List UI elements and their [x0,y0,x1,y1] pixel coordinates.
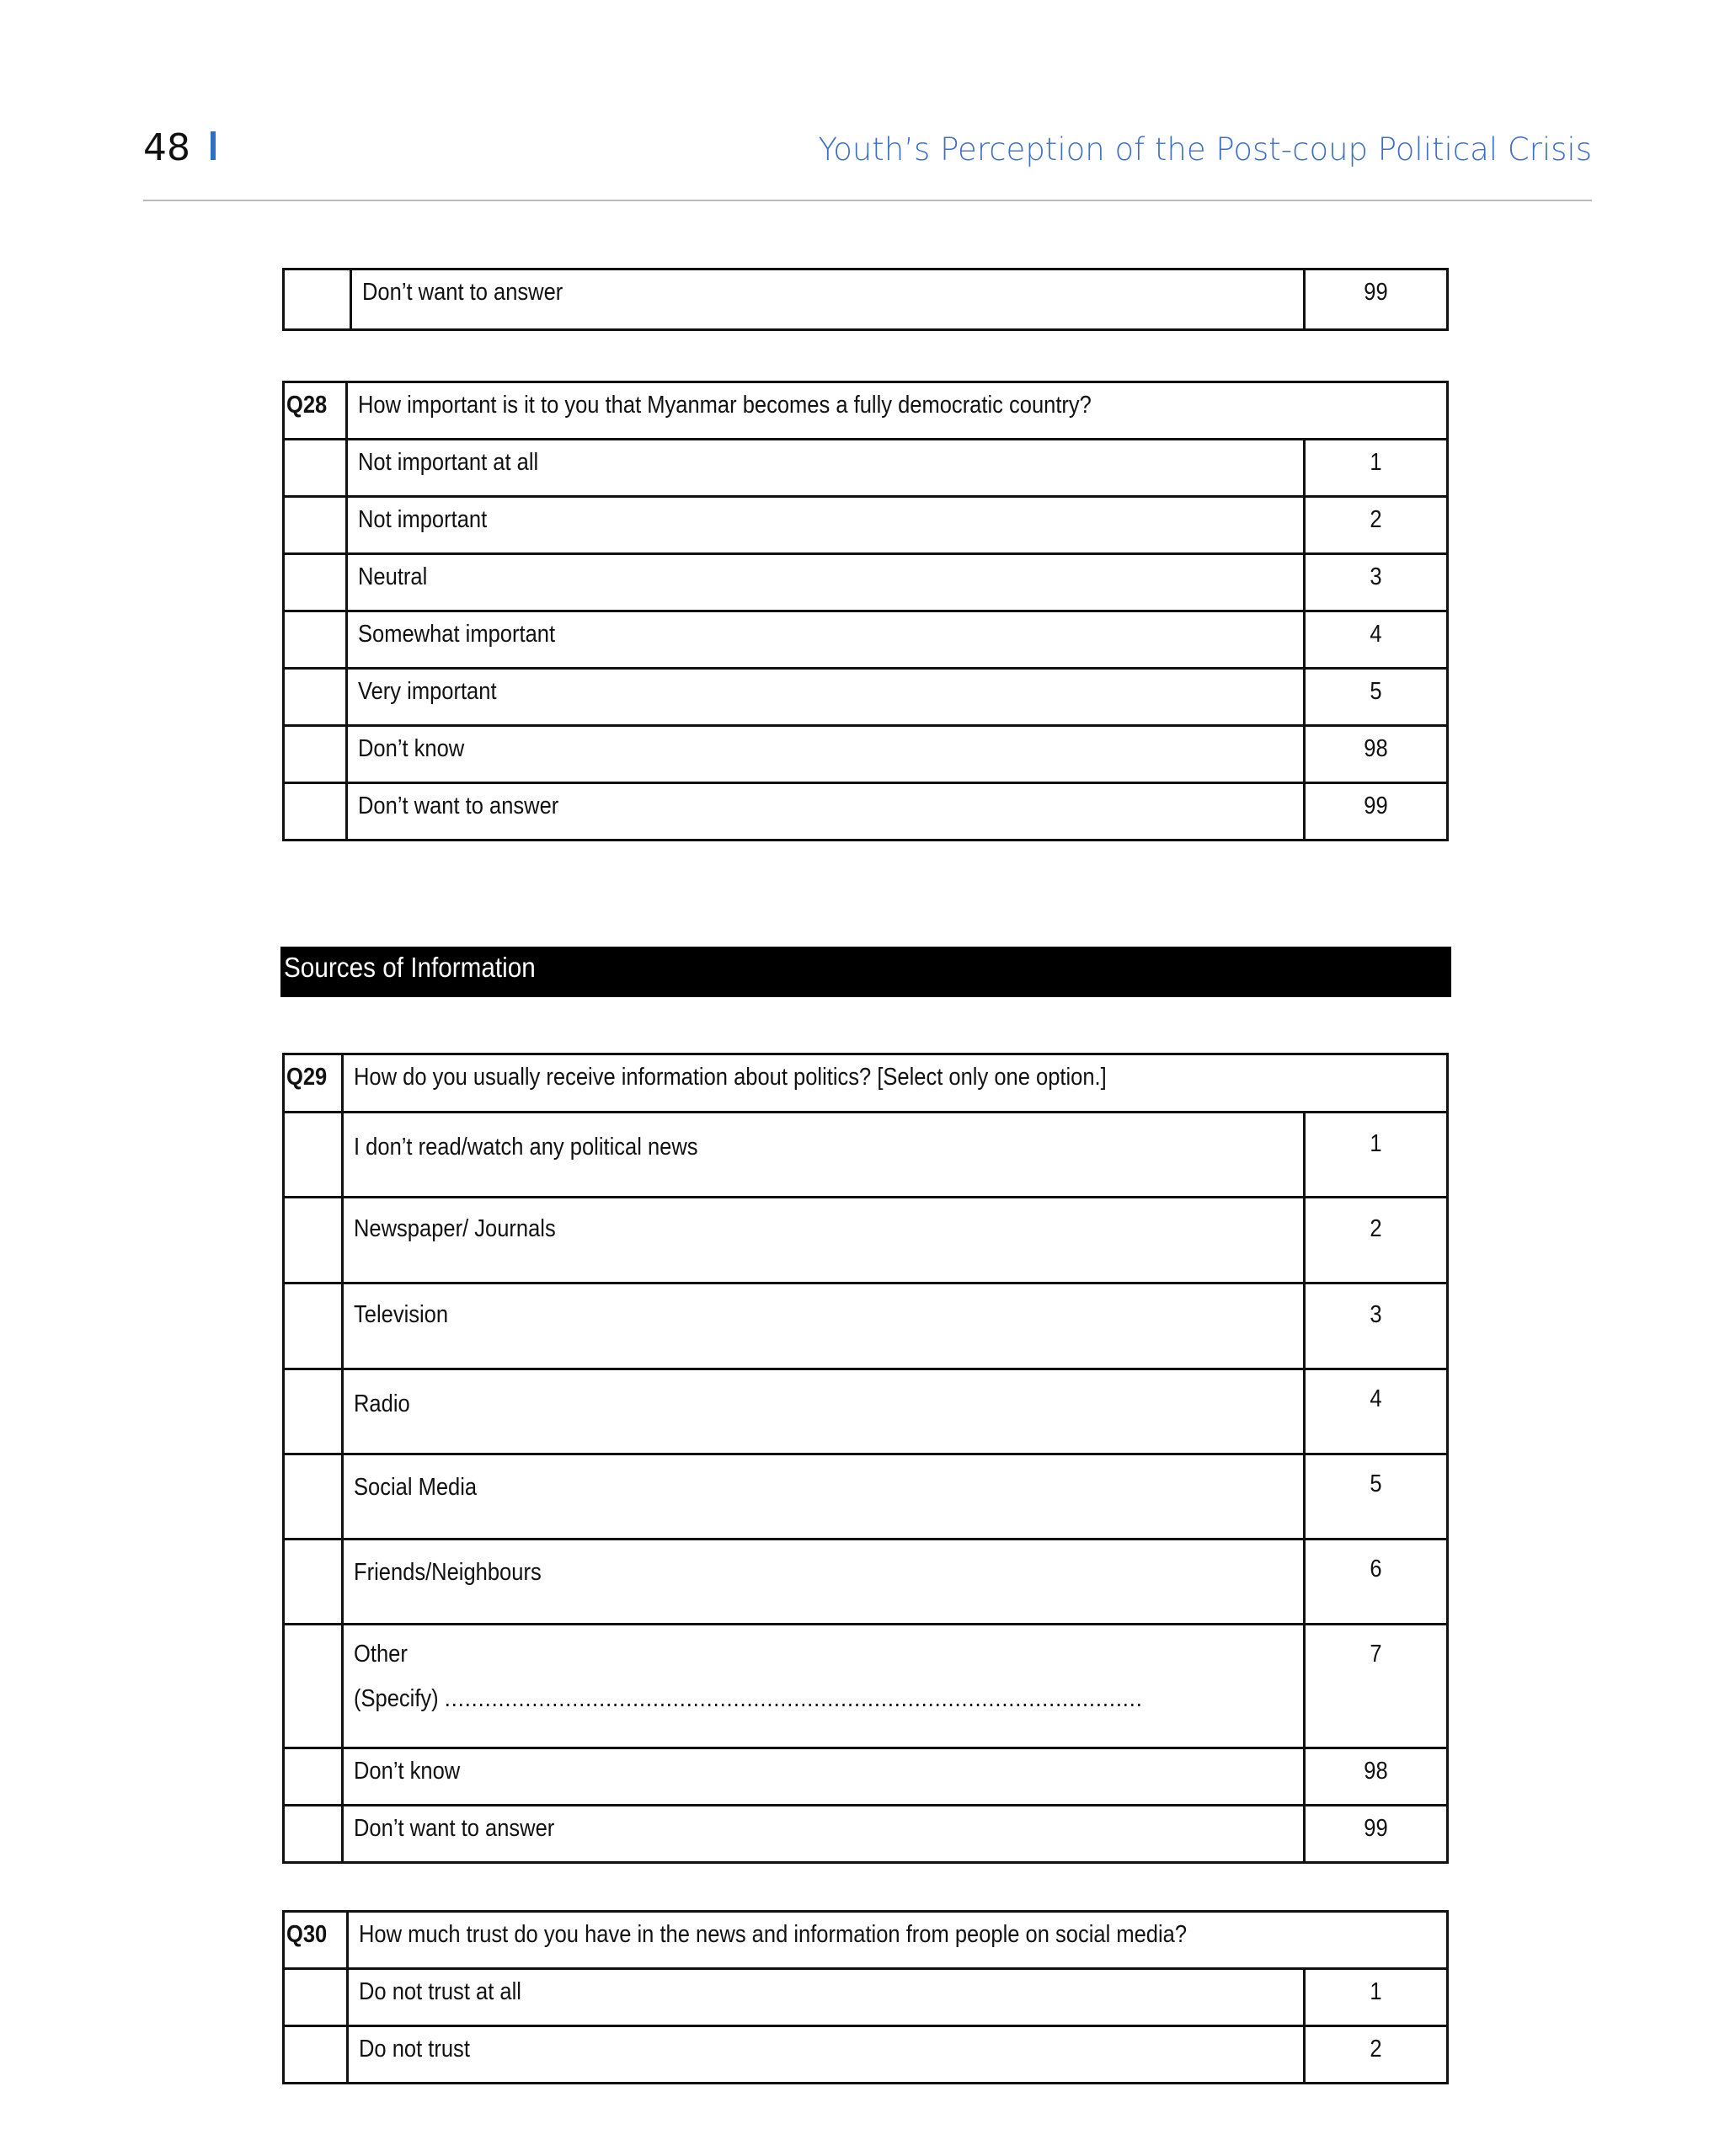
option-code: 1 [1305,1113,1448,1198]
table-row [284,1454,1448,1540]
option-label: Don’t want to answer [347,783,1305,841]
blank-cell [284,2026,348,2084]
option-code: 99 [1305,783,1448,841]
option-code: 5 [1305,1454,1448,1540]
option-label: Somewhat important [347,611,1305,669]
option-label: Not important at all [347,440,1305,497]
table-row [284,270,1448,330]
page-number-separator [211,131,216,160]
table-row [284,497,1448,554]
option-code: 2 [1305,1198,1448,1283]
blank-cell [284,1454,343,1540]
option-code: 3 [1305,1283,1448,1369]
option-code: 2 [1304,2026,1447,2084]
option-label: Don’t know [343,1748,1305,1806]
blank-cell [284,1806,343,1863]
question-row [284,1054,1448,1113]
table-row [284,554,1448,611]
blank-cell [284,1748,343,1806]
question-text: How important is it to you that Myanmar becomes a fully democratic country? [347,382,1448,440]
blank-cell [284,1625,343,1748]
table-row [284,1969,1448,2026]
option-code: 4 [1305,1369,1448,1454]
option-code: 99 [1305,270,1448,330]
table-row [284,440,1448,497]
question-id: Q28 [284,382,347,440]
blank-cell [284,1369,343,1454]
question-row [284,382,1448,440]
option-label: Neutral [347,554,1305,611]
header-divider [143,200,1592,201]
option-code: 3 [1305,554,1448,611]
table-row [284,1283,1448,1369]
table-row [284,726,1448,783]
blank-cell [284,1113,343,1198]
option-code: 1 [1304,1969,1447,2026]
option-label: Do not trust at all [348,1969,1305,2026]
blank-cell [284,726,347,783]
blank-cell [284,440,347,497]
option-label: Do not trust [348,2026,1305,2084]
blank-cell [284,783,347,841]
blank-cell [284,669,347,726]
option-label: Television [343,1283,1305,1369]
table-row [284,611,1448,669]
running-title: Youth’s Perception of the Post-coup Political Crisis [818,131,1592,168]
question-row [284,1912,1448,1969]
table-row [284,2026,1448,2084]
blank-cell [284,1198,343,1283]
table-row [284,1113,1448,1198]
option-label: Other (Specify) ........................................................................................................ [343,1625,1305,1748]
option-code: 2 [1305,497,1448,554]
blank-cell [284,1283,343,1369]
option-code: 98 [1305,726,1448,783]
blank-cell [284,611,347,669]
page-header [143,126,1592,202]
option-label: Friends/Neighbours [343,1540,1305,1625]
option-label: Don’t know [347,726,1305,783]
question-id: Q30 [284,1912,348,1969]
option-code: 6 [1305,1540,1448,1625]
option-label: Social Media [343,1454,1305,1540]
question-id: Q29 [284,1054,343,1113]
table-row [284,1540,1448,1625]
section-heading-bar [280,947,1451,997]
table-row [284,1369,1448,1454]
table-row [284,783,1448,841]
blank-cell [284,497,347,554]
question-text: How much trust do you have in the news and information from people on social media? [348,1912,1448,1969]
carryover-table [282,268,1449,331]
table-row [284,1748,1448,1806]
table-row [284,1625,1448,1748]
option-label: Very important [347,669,1305,726]
specify-line: (Specify) ........................................................................................................ [354,1685,1143,1712]
q28-table [282,381,1449,841]
q30-table [282,1910,1449,2084]
option-label: Don’t want to answer [351,270,1305,330]
option-label: I don’t read/watch any political news [343,1113,1305,1198]
option-code: 5 [1305,669,1448,726]
table-row [284,1806,1448,1863]
option-label: Newspaper/ Journals [343,1198,1305,1283]
q29-table [282,1053,1449,1864]
blank-cell [284,1540,343,1625]
option-label: Radio [343,1369,1305,1454]
page-number: 48 [143,126,190,169]
blank-cell [284,554,347,611]
option-code: 98 [1305,1748,1448,1806]
table-row [284,1198,1448,1283]
option-code: 99 [1305,1806,1448,1863]
section-title: Sources of Information [284,952,536,983]
table-row [284,669,1448,726]
option-label: Don’t want to answer [343,1806,1305,1863]
option-code: 7 [1305,1625,1448,1748]
option-label: Not important [347,497,1305,554]
option-code: 4 [1305,611,1448,669]
question-text: How do you usually receive information about politics? [Select only one option.] [343,1054,1448,1113]
blank-cell [284,1969,348,2026]
blank-cell [284,270,351,330]
option-code: 1 [1305,440,1448,497]
